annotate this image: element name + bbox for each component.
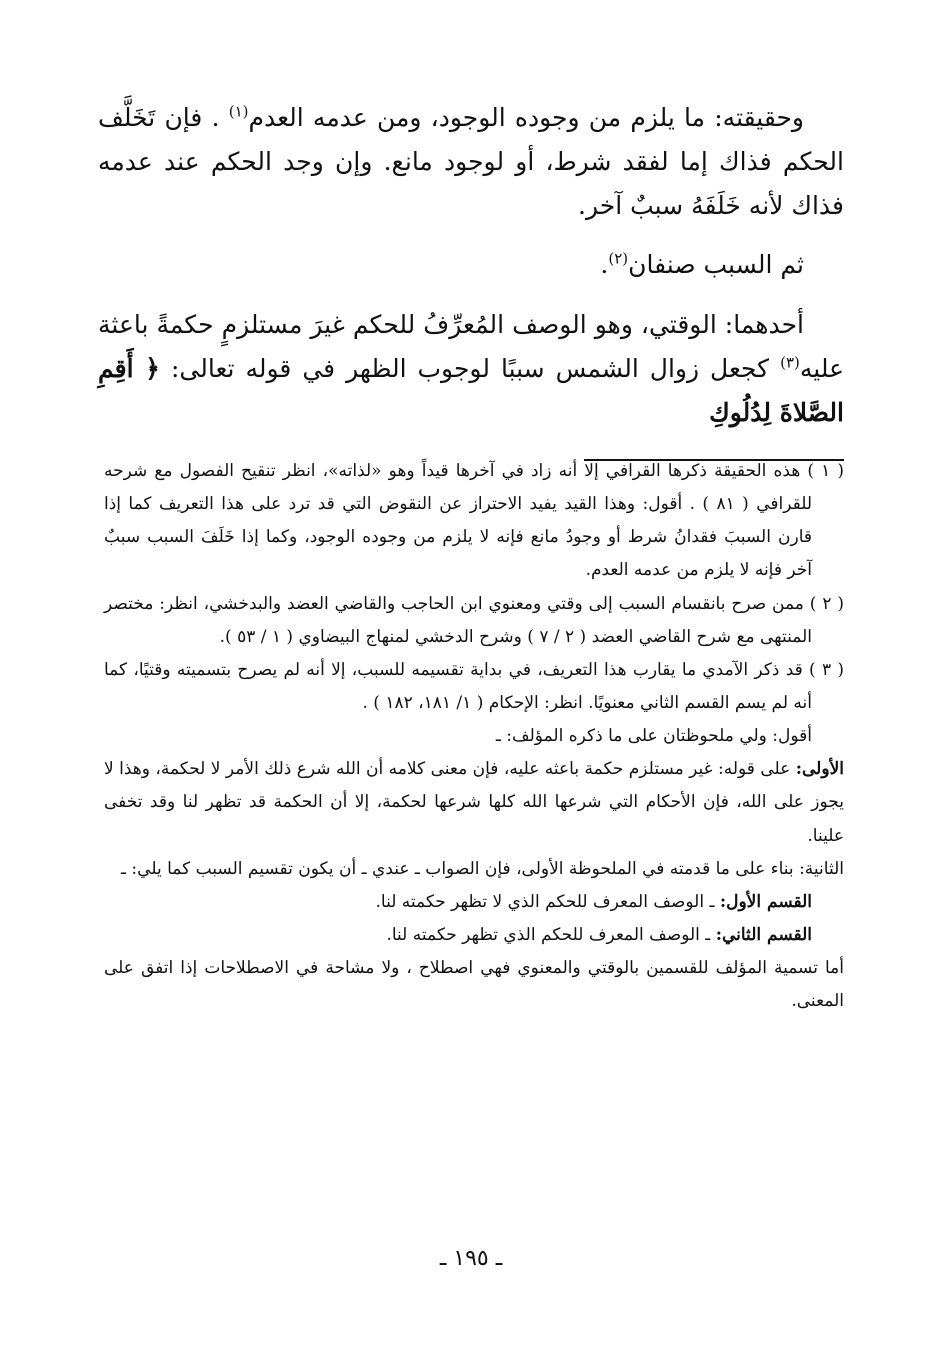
note-part-1 [104,886,844,919]
main-line-3-rest: كجعل زوال الشمس سببًا لوجوب الظهر في قوله تعالى: [170,353,770,383]
footnote-ref-2[interactable]: (٢) [608,249,629,268]
note-part-2 [104,919,844,952]
footnote-1: ( ١ ) هذه الحقيقة ذكرها القرافي إلا أنه زاد في آخرها قيداً وهو «لذاته»، انظر تنقيح الفصول مع شرحه للقرافي ( ٨١ ) . أقول: وهذا القيد يفيد الاحتراز عن النقوض التي قد ترد على هذا التعريف كما إذا قارن السببَ فقدانُ شرط أو وجودُ مانع فإنه لا يلزم من وجوده الوجود، وكما إذا خَلَفَ السبب سببٌ آخر فإنه لا يلزم من عدمه العدم. [104,461,844,581]
main-paragraph-2 [98,243,844,287]
footnote-ref-3[interactable]: (٣) [780,353,800,372]
footnote-ref-1[interactable]: (١) [228,102,249,121]
quran-verse: ﴿ أَقِمِ الصَّلاةَ لِدُلُوكِ [98,353,844,427]
main-paragraph-3 [98,303,844,434]
part-1-text: ـ الوصف المعرف للحكم الذي لا تظهر حكمته لنا. [375,891,715,912]
main-text [98,96,844,434]
main-line-1: وحقيقته: ما يلزم من وجوده الوجود، ومن عدمه العدم [248,103,804,132]
part-2-text: ـ الوصف المعرف للحكم الذي تظهر حكمته لنا. [386,924,711,945]
main-line-1-rest: . فإن تَخَلَّف الحكم فذاك إما لفقد شرط، أو لوجود مانع. وإن وجد الحكم عند عدمه فذاك لأنه خَلَفَهُ سببٌ آخر. [98,103,844,220]
footnotes-section [104,455,844,1018]
footnote-3: ( ٣ ) قد ذكر الآمدي ما يقارب هذا التعريف، في بداية تقسيمه للسبب، إلا أنه لم يصرح بتسميته وقتيًا، كما أنه لم يسم القسم الثاني معنويًا. انظر: الإحكام ( ١/ ١٨١، ١٨٢ ) . [104,659,844,713]
main-line-2: ثم السبب صنفان [628,250,804,280]
note-closing: أما تسمية المؤلف للقسمين بالوقتي والمعنوي فهي اصطلاح ، ولا مشاحة في الاصطلاحات إذا اتفق على المعنى. [104,958,844,1012]
note-first-label: الأولى: [795,759,844,780]
main-line-2-end: . [600,250,609,280]
note-first-text: على قوله: غير مستلزم حكمة باعثه عليه، فإن معنى كلامه أن الله شرع ذلك الأمر لا لحكمة، وهذا لا يجوز على الله، فإن الأحكام التي شرعها الله كلها شرعها لحكمة، إلا أن الحكمة قد تظهر لنا وقد تخفى علينا. [104,759,844,846]
main-paragraph-1 [98,96,844,227]
part-2-label: القسم الثاني: [715,924,812,945]
part-1-label: القسم الأول: [719,891,812,912]
main-line-3: أحدهما: الوقتي، وهو الوصف المُعرِّفُ للحكم غيرَ مستلزمٍ حكمةً باعثة عليه [98,310,845,383]
note-second: الثانية: بناء على ما قدمته في الملحوظة الأولى، فإن الصواب ـ عندي ـ أن يكون تقسيم السبب كما يلي: ـ [121,858,844,879]
note-first [104,753,844,852]
note-intro: أقول: ولي ملحوظتان على ما ذكره المؤلف: ـ [495,726,812,747]
footnote-2: ( ٢ ) ممن صرح بانقسام السبب إلى وقتي ومعنوي ابن الحاجب والقاضي العضد والبدخشي، انظر: مختصر المنتهى مع شرح القاضي العضد ( ٢ / ٧ ) وشرح الدخشي لمنهاج البيضاوي ( ١ / ٥٣ ). [104,593,844,647]
page-number: ـ ١٩٥ ـ [439,1246,503,1271]
